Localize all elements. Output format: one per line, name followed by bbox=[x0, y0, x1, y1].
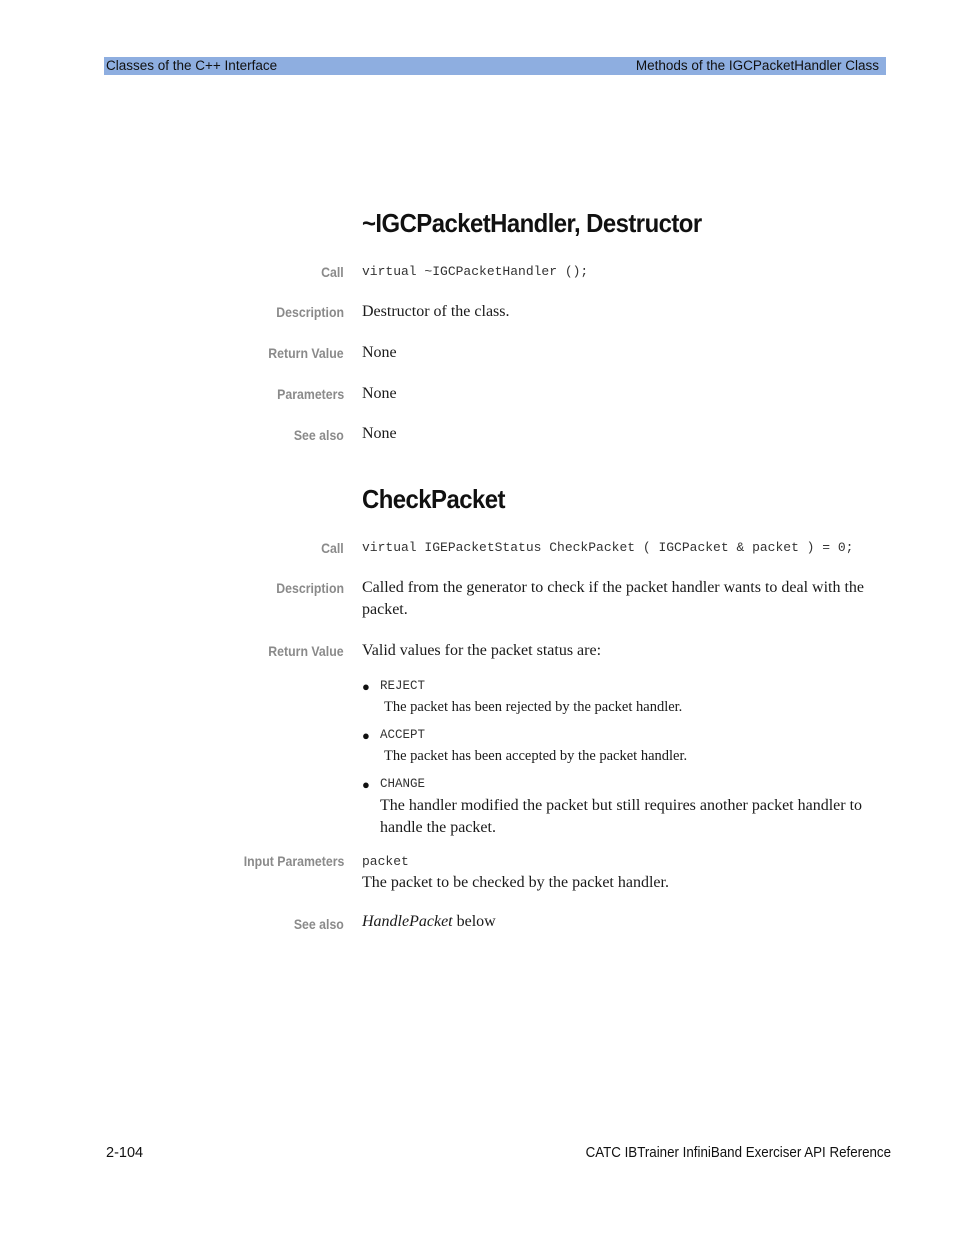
destructor-description-label: Description bbox=[276, 304, 344, 320]
header-section: Methods of the IGCPacketHandler Class bbox=[635, 58, 879, 73]
input-param-description: The packet to be checked by the packet handler. bbox=[362, 874, 669, 891]
see-also-suffix: below bbox=[452, 913, 496, 930]
bullet-icon: ● bbox=[362, 679, 370, 694]
see-also-link[interactable]: HandlePacket bbox=[362, 913, 453, 930]
destructor-return-value: None bbox=[362, 344, 397, 361]
checkpacket-call-label: Call bbox=[321, 540, 344, 556]
book-title: CATC IBTrainer InfiniBand Exerciser API Reference bbox=[585, 1145, 891, 1161]
checkpacket-see-also bbox=[362, 911, 882, 933]
destructor-see-also-label: See also bbox=[293, 427, 344, 443]
header-chapter: Classes of the C++ Interface bbox=[106, 58, 278, 73]
checkpacket-description-label: Description bbox=[276, 580, 344, 596]
destructor-description: Destructor of the class. bbox=[362, 303, 510, 320]
checkpacket-return-intro: Valid values for the packet status are: bbox=[362, 642, 602, 659]
destructor-parameters-label: Parameters bbox=[276, 386, 344, 402]
status-code-accept: ACCEPT bbox=[380, 728, 426, 742]
running-header bbox=[104, 57, 886, 75]
destructor-parameters: None bbox=[362, 385, 397, 402]
checkpacket-description: Called from the generator to check if the packet handler wants to deal with the packet. bbox=[362, 579, 865, 618]
status-desc-reject: The packet has been rejected by the packet handler. bbox=[384, 699, 683, 715]
checkpacket-call-signature: virtual IGEPacketStatus CheckPacket ( IGCPacket & packet ) = 0; bbox=[362, 540, 854, 555]
status-desc-accept: The packet has been accepted by the packet handler. bbox=[384, 748, 688, 764]
checkpacket-return-label: Return Value bbox=[268, 643, 344, 659]
checkpacket-see-also-label: See also bbox=[293, 916, 344, 932]
input-param-name: packet bbox=[362, 854, 409, 869]
destructor-return-label: Return Value bbox=[268, 345, 344, 361]
bullet-icon: ● bbox=[362, 777, 370, 792]
status-desc-change: The handler modified the packet but still requires another packet handler to handle the packet. bbox=[380, 797, 863, 836]
status-code-change: CHANGE bbox=[380, 777, 426, 791]
checkpacket-title: CheckPacket bbox=[362, 484, 505, 514]
destructor-title: ~IGCPacketHandler, Destructor bbox=[362, 208, 702, 238]
destructor-call-label: Call bbox=[321, 264, 344, 280]
status-code-reject: REJECT bbox=[380, 679, 426, 693]
checkpacket-input-params-label: Input Parameters bbox=[243, 853, 344, 869]
bullet-icon: ● bbox=[362, 728, 370, 743]
page-number: 2-104 bbox=[106, 1145, 144, 1161]
destructor-see-also: None bbox=[362, 425, 397, 442]
destructor-call-signature: virtual ~IGCPacketHandler (); bbox=[362, 264, 589, 279]
